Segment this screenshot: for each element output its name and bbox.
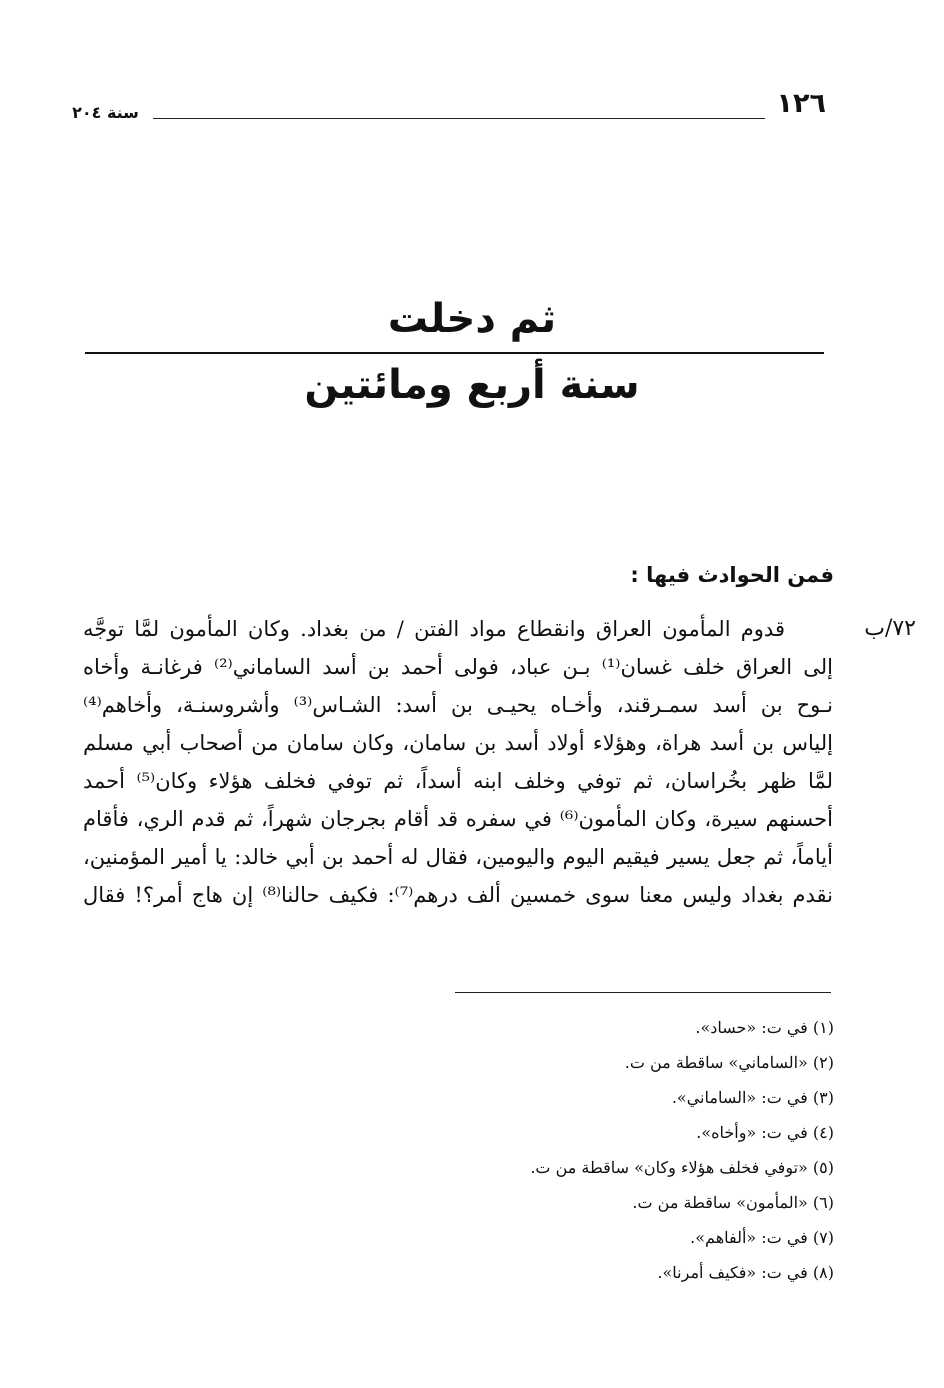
footnote-divider [455,992,831,993]
body-line: إلى العراق خلف غسان⁽¹⁾ بـن عباد، فولى أحمد بن أسد الساماني⁽²⁾ فرغانـة وأخاه [83,655,833,679]
page-number: ١٢٦ [776,88,826,119]
body-line: نـوح بن أسد سمـرقند، وأخـاه يحيـى بن أسد: الشـاس⁽³⁾ وأشروسنـة، وأخاهم⁽⁴⁾ [83,693,833,717]
running-title: سنة ٢٠٤ [72,103,139,122]
heading-divider [85,352,824,354]
footnote: (٧) في ت: «ألفاهم». [690,1228,834,1247]
footnote: (٤) في ت: «وأخاه». [696,1123,834,1142]
footnote: (٥) «توفي فخلف هؤلاء وكان» ساقطة من ت. [530,1158,834,1177]
footnote: (٨) في ت: «فكيف أمرنا». [657,1263,834,1282]
body-line: إلياس بن أسد هراة، وهؤلاء أولاد أسد بن سامان، وكان سامان من أصحاب أبي مسلم [83,731,833,755]
footnote: (١) في ت: «حساد». [695,1018,834,1037]
footnote: (٣) في ت: «الساماني». [671,1088,834,1107]
chapter-heading-top: ثم دخلت [387,296,557,342]
body-line: أياماً، ثم جعل يسير فيقيم اليوم واليومين، فقال له أحمد بن أبي خالد: يا أمير المؤمنين، [83,845,833,869]
body-text [83,610,833,914]
footnote: (٢) «الساماني» ساقطة من ت. [624,1053,834,1072]
chapter-heading-bottom: سنة أربع ومائتين [304,362,640,408]
body-line: أحسنهم سيرة، وكان المأمون⁽⁶⁾ في سفره قد أقام بجرجان شهراً، ثم قدم الري، فأقام [83,807,833,831]
body-line: قدوم المأمون العراق وانقطاع مواد الفتن / من بغداد. وكان المأمون لمَّا توجَّه [83,617,785,641]
body-line: نقدم بغداد وليس معنا سوى خمسين ألف درهم⁽⁷⁾: فكيف حالنا⁽⁸⁾ إن هاج أمر؟! فقال [83,883,833,907]
footnotes [334,1010,834,1290]
footnote: (٦) «المأمون» ساقطة من ت. [632,1193,834,1212]
section-heading: فمن الحوادث فيها : [630,563,834,587]
header-rule [153,118,765,119]
body-line: لمَّا ظهر بخُراسان، ثم توفي وخلف ابنه أسداً، ثم توفي فخلف هؤلاء وكان⁽⁵⁾ أحمد [83,769,833,793]
margin-folio-note: ٧٢/ب [864,616,916,641]
